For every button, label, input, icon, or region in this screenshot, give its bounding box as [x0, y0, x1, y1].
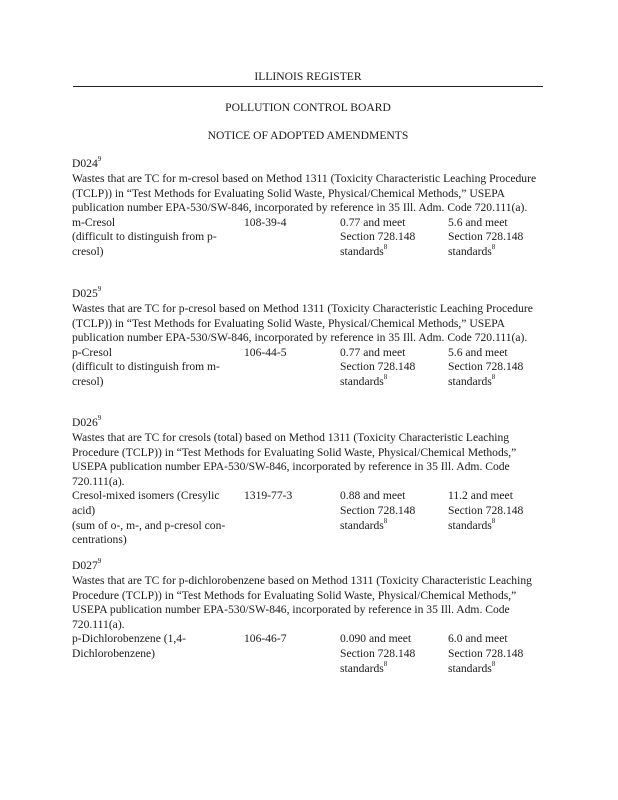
wastewater-standard: 0.090 and meet Section 728.148 standards$^8$: [340, 632, 416, 675]
nonwastewater-standard: 6.0 and meet Section 728.148 standards$^8$: [448, 632, 524, 675]
cas-number: 106-44-5: [244, 345, 287, 359]
nonwastewater-standard: 11.2 and meet Section 728.148 standards$^8$: [448, 489, 524, 532]
waste-code: $D026^9$: [72, 414, 102, 429]
constituent-row: [72, 216, 544, 276]
constituent-row: [72, 346, 544, 406]
waste-description: Wastes that are TC for p-dichlorobenzene based on Method 1311 (Toxicity Characteristic Leaching Procedure (TCLP)) in “Test Methods for Evaluating Solid Waste, Physical/Chemical Methods,” USEPA publication number EPA-530/SW-846, incorporated by reference in 35 Ill. Adm. Code 720.111(a).: [72, 574, 532, 631]
constituent-name: p-Dichlorobenzene (1,4- Dichlorobenzene): [72, 632, 186, 660]
cas-number: 1319-77-3: [244, 489, 293, 503]
notice-title: NOTICE OF ADOPTED AMENDMENTS: [207, 129, 409, 142]
waste-entry-d026: [72, 416, 544, 563]
constituent-name: p-Cresol (difficult to distinguish from m- cresol): [72, 345, 220, 388]
board-title: POLLUTION CONTROL BOARD: [225, 101, 391, 114]
waste-code: $D025^9$: [72, 285, 102, 300]
waste-description: Wastes that are TC for p-cresol based on Method 1311 (Toxicity Characteristic Leaching Procedure (TCLP)) in “Test Methods for Evaluating Solid Waste, Physical/Chemical Methods,” USEPA publication number EPA-530/SW-846, incorporated by reference in 35 Ill. Adm. Code 720.111(a).: [72, 302, 533, 345]
wastewater-standard: 0.77 and meet Section 728.148 standards$^8$: [340, 345, 416, 388]
constituent-row: [72, 489, 544, 563]
waste-code: $D027^9$: [72, 557, 102, 572]
wastewater-standard: 0.77 and meet Section 728.148 standards$^8$: [340, 215, 416, 258]
constituent-name: m-Cresol (difficult to distinguish from p- cresol): [72, 215, 217, 258]
register-title: ILLINOIS REGISTER: [73, 70, 543, 87]
nonwastewater-standard: 5.6 and meet Section 728.148 standards$^8$: [448, 215, 524, 258]
waste-entry-d024: [72, 157, 544, 276]
wastewater-standard: 0.88 and meet Section 728.148 standards$^8$: [340, 489, 416, 532]
constituent-name: Cresol-mixed isomers (Cresylic acid) (sum of o-, m-, and p-cresol con- centrations): [72, 489, 226, 547]
cas-number: 106-46-7: [244, 632, 287, 646]
waste-code: $D024^9$: [72, 155, 102, 170]
constituent-row: [72, 632, 544, 692]
waste-entry-d025: [72, 287, 544, 406]
waste-entry-d027: [72, 559, 544, 692]
cas-number: 108-39-4: [244, 215, 287, 229]
nonwastewater-standard: 5.6 and meet Section 728.148 standards$^8$: [448, 345, 524, 388]
waste-description: Wastes that are TC for cresols (total) based on Method 1311 (Toxicity Characteristic Leaching Procedure (TCLP)) in “Test Methods for Evaluating Solid Waste, Physical/Chemical Methods,” USEPA publication number EPA-530/SW-846, incorporated by reference in 35 Ill. Adm. Code 720.111(a).: [72, 431, 517, 488]
waste-description: Wastes that are TC for m-cresol based on Method 1311 (Toxicity Characteristic Leaching Procedure (TCLP)) in “Test Methods for Evaluating Solid Waste, Physical/Chemical Methods,” USEPA publication number EPA-530/SW-846, incorporated by reference in 35 Ill. Adm. Code 720.111(a).: [72, 172, 537, 215]
